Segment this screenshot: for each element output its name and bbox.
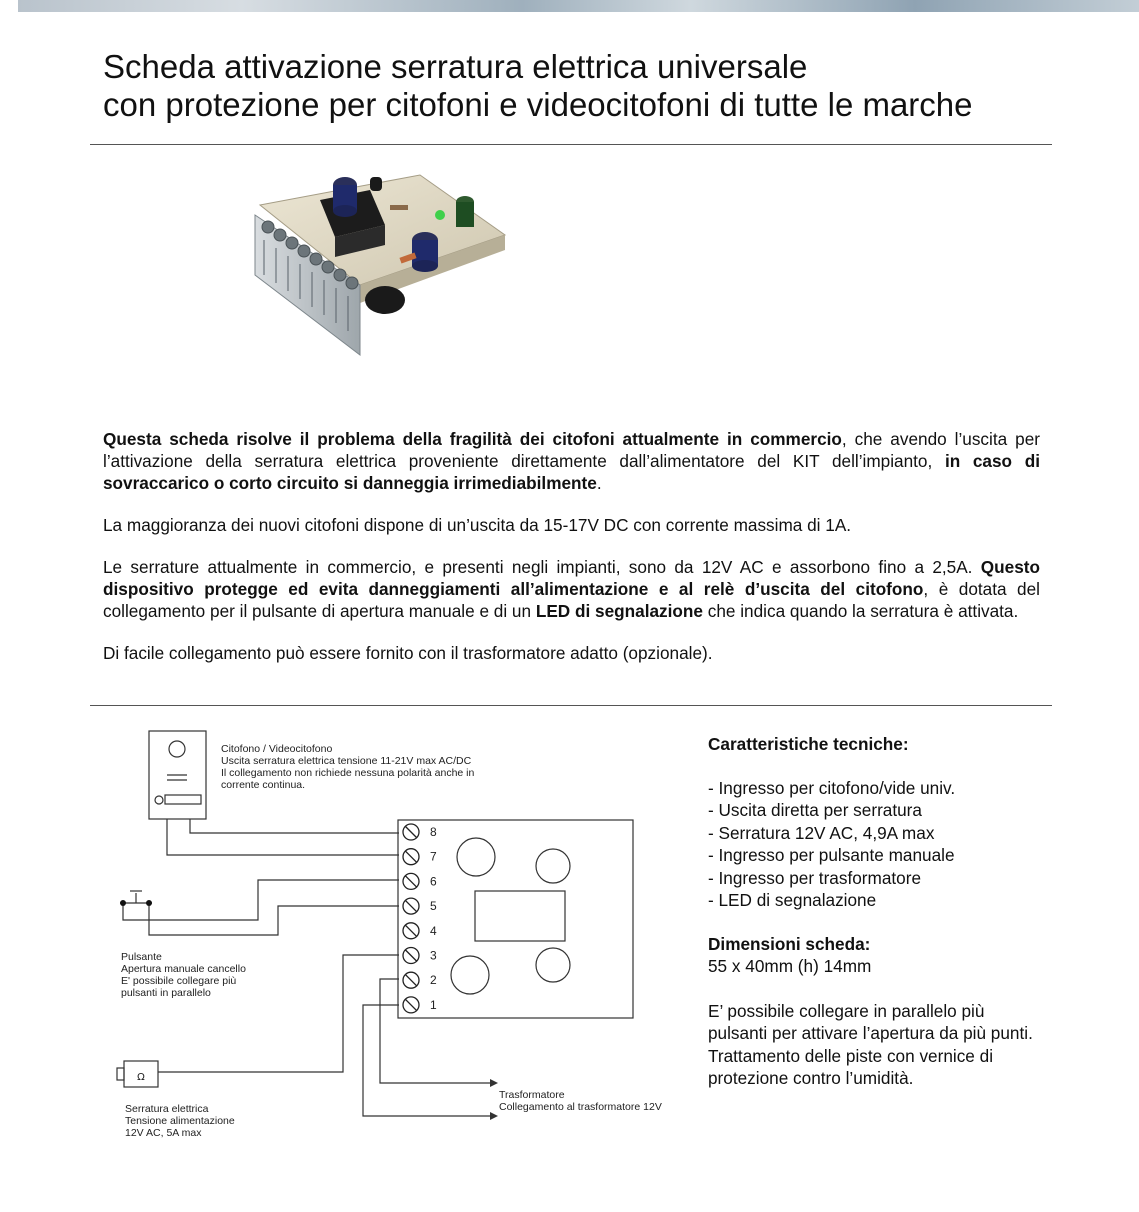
terminal-number: 5: [430, 899, 437, 914]
list-item: - Serratura 12V AC, 4,9A max: [708, 822, 935, 843]
transformer-label: [499, 1089, 662, 1113]
description-paragraph-1: [103, 428, 1040, 494]
description-paragraph-2: La maggioranza dei nuovi citofoni dispone di un’uscita da 15-17V DC con corrente massima di 1A.: [103, 515, 852, 535]
lock-label-line: Serratura elettrica: [125, 1103, 209, 1115]
text-run: , è dotata del collegamento per il pulsante di apertura manuale e di un: [103, 579, 1040, 621]
transformer-label-line: Collegamento al trasformatore 12V: [499, 1101, 662, 1113]
terminal-number: 7: [430, 849, 437, 864]
specs-heading: Caratteristiche tecniche:: [708, 734, 909, 754]
dimensions-value: 55 x 40mm (h) 14mm: [708, 956, 872, 977]
intercom-label-line: Il collegamento non richiede nessuna polarità anche in: [221, 767, 475, 779]
text-run: Le serrature attualmente in commercio, e presenti negli impianti, sono da 12V AC e assorbono fino a 2,5A.: [103, 557, 981, 577]
bold-statement: in caso di sovraccarico o corto circuito si danneggia irrimediabilmente: [103, 451, 1040, 493]
divider-bottom: [90, 705, 1052, 706]
specs-list: [708, 777, 1048, 911]
header-banner: [18, 0, 1139, 12]
pushbutton-label-line: pulsanti in parallelo: [121, 987, 211, 999]
coating-note: Trattamento delle piste con vernice di protezione contro l’umidità.: [708, 1045, 994, 1089]
lock-label-line: 12V AC, 5A max: [125, 1127, 202, 1139]
list-item: - LED di segnalazione: [708, 890, 877, 911]
text-run: che indica quando la serratura è attivata.: [702, 601, 1019, 621]
lock-label-line: Tensione alimentazione: [125, 1115, 235, 1127]
text-run: , che avendo l’uscita per l’attivazione della serratura elettrica proveniente direttamente dall’alimentatore del KIT dell’impianto,: [103, 429, 1040, 471]
list-item: - Uscita diretta per serratura: [708, 800, 922, 821]
wiring-diagram: [110, 725, 690, 1155]
title-line-2: con protezione per citofoni e videocitofoni di tutte le marche: [103, 86, 973, 123]
transformer-label-line: Trasformatore: [499, 1089, 565, 1101]
terminal-number: 1: [430, 997, 437, 1012]
bold-statement: Questa scheda risolve il problema della fragilità dei citofoni attualmente in commercio: [103, 429, 842, 449]
pushbutton-label-line: E' possibile collegare più: [121, 975, 237, 987]
terminal-number: 6: [430, 874, 437, 889]
list-item: - Ingresso per trasformatore: [708, 867, 922, 888]
divider-top: [90, 144, 1052, 145]
dimensions-heading: Dimensioni scheda:: [708, 934, 871, 955]
intercom-speaker-shape: [169, 741, 185, 757]
list-item: - Ingresso per pulsante manuale: [708, 845, 955, 866]
terminal-number: 3: [430, 948, 437, 963]
parallel-note: E’ possibile collegare in parallelo più pulsanti per attivare l’apertura da più punti.: [708, 1000, 1033, 1044]
technical-specs: [708, 733, 1048, 1089]
description-paragraph-4: Di facile collegamento può essere fornito con il trasformatore adatto (opzionale).: [103, 643, 713, 663]
description: [103, 428, 1040, 684]
title-line-1: Scheda attivazione serratura elettrica universale: [103, 48, 808, 85]
description-paragraph-3: [103, 556, 1040, 622]
terminal-number: 4: [430, 923, 437, 938]
pushbutton-label-line: Pulsante: [121, 951, 162, 963]
terminal-number: 2: [430, 973, 437, 988]
intercom-label-line: Uscita serratura elettrica tensione 11-21V max AC/DC: [221, 755, 472, 767]
product-photo: [250, 165, 520, 390]
pushbutton-label-line: Apertura manuale cancello: [121, 963, 246, 975]
terminal-number: 8: [430, 825, 437, 839]
bold-statement: LED di segnalazione: [535, 601, 703, 621]
intercom-label-line: Citofono / Videocitofono: [221, 743, 333, 755]
intercom-label: [221, 743, 474, 791]
lock-label: [125, 1103, 235, 1139]
lock-icon: Ω: [137, 1072, 145, 1083]
bold-statement: Questo dispositivo protegge ed evita danneggiamenti all’alimentazione e al relè d’uscita del citofono: [103, 557, 1040, 599]
pushbutton-label: [121, 951, 246, 999]
text-run: .: [596, 473, 602, 493]
page-title: [103, 48, 1063, 124]
list-item: - Ingresso per citofono/vide univ.: [708, 778, 956, 798]
intercom-label-line: corrente continua.: [221, 779, 306, 791]
